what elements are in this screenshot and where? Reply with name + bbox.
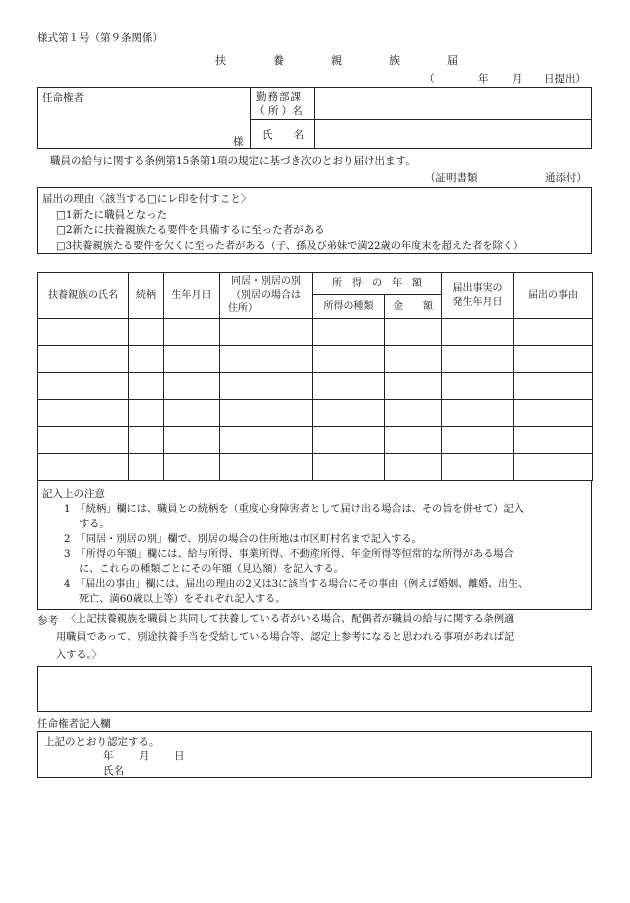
submission-date-open: （ (424, 73, 435, 85)
appointer-label: 任命権者 (42, 92, 84, 104)
page-title (215, 52, 505, 68)
form-number: 様式第１号（第９条関係） (37, 32, 163, 44)
table-cell[interactable] (129, 427, 164, 454)
table-cell[interactable] (442, 373, 514, 400)
title-char: 届 (447, 54, 458, 67)
table-cell[interactable] (313, 400, 385, 427)
table-cell[interactable] (385, 454, 442, 481)
table-cell[interactable] (220, 319, 313, 346)
table-cell[interactable] (38, 454, 129, 481)
reference-line: 用職員であって、別途扶養手当を受給している場合等、認定上参考になると思われる事項があれば記 (56, 632, 515, 643)
reference-field[interactable] (37, 666, 592, 712)
table-cell[interactable] (38, 427, 129, 454)
table-row (38, 427, 593, 454)
col-header-fact-date-line: 発生年月日 (452, 296, 503, 308)
table-cell[interactable] (220, 346, 313, 373)
col-header-income-amount: 金 額 (385, 295, 442, 319)
col-header-residence-line: 同居・別居の別 (231, 276, 301, 288)
declaration-text: 職員の給与に関する条例第15条第1項の規定に基づき次のとおり届け出ます。 (50, 155, 416, 167)
table-cell[interactable] (129, 319, 164, 346)
table-cell[interactable] (442, 319, 514, 346)
col-header-birth: 生年月日 (164, 273, 220, 319)
certificate-label: （証明書類 (425, 172, 478, 184)
table-cell[interactable] (442, 346, 514, 373)
certification-day[interactable]: 日 (174, 750, 185, 762)
table-cell[interactable] (38, 400, 129, 427)
dept-field[interactable] (316, 89, 590, 117)
table-row (38, 319, 593, 346)
table-cell[interactable] (514, 454, 593, 481)
note-line: 3 「所得の年額」欄には、給与所得、事業所得、不動産所得、年金所得等恒常的な所得がある場合 (64, 549, 514, 560)
reference-line: 入する。〉 (56, 650, 102, 661)
notes-heading: 記入上の注意 (42, 488, 105, 500)
certification-name[interactable]: 氏名 (103, 765, 124, 777)
table-cell[interactable] (313, 373, 385, 400)
table-cell[interactable] (313, 427, 385, 454)
note-line: に、これらの種類ごとにその年額（見込額）を記入する。 (79, 564, 344, 575)
title-char: 扶 (215, 54, 226, 67)
table-cell[interactable] (442, 427, 514, 454)
table-cell[interactable] (514, 346, 593, 373)
table-cell[interactable] (514, 400, 593, 427)
name-label: 氏 名 (262, 129, 304, 141)
certificate-suffix: 通添付） (545, 172, 587, 184)
submission-date-month[interactable]: 月 (512, 73, 523, 85)
reason-option-1[interactable]: □1新たに職員となった (56, 209, 168, 221)
col-header-residence-line: 住所） (228, 303, 258, 315)
table-cell[interactable] (164, 454, 220, 481)
table-cell[interactable] (164, 319, 220, 346)
table-cell[interactable] (385, 400, 442, 427)
note-line: 死亡、満60歳以上等）をそれぞれ記入する。 (79, 594, 286, 605)
table-cell[interactable] (164, 346, 220, 373)
table-cell[interactable] (38, 373, 129, 400)
reason-option-3[interactable]: □3扶養親族たる要件を欠くに至った者がある（子、孫及び弟妹で満22歳の年度末を超えた者を除く） (56, 241, 524, 252)
note-line: する。 (79, 519, 110, 530)
reason-heading: 届出の理由〈該当する□にレ印を付すこと〉 (42, 193, 252, 205)
table-cell[interactable] (514, 319, 593, 346)
reason-option-2[interactable]: □2新たに扶養親族たる要件を具備するに至った者がある (56, 224, 325, 236)
col-header-residence (220, 273, 313, 319)
table-cell[interactable] (514, 373, 593, 400)
table-row (38, 373, 593, 400)
col-header-fact-date-line: 届出事実の (452, 283, 503, 294)
dept-label-2: （ 所 ）名 (254, 105, 303, 117)
name-field[interactable] (316, 121, 590, 147)
col-header-reason: 届出の事由 (514, 273, 593, 319)
table-cell[interactable] (129, 400, 164, 427)
col-header-fact-date (442, 273, 514, 319)
certification-month[interactable]: 月 (139, 750, 150, 762)
submission-date-year[interactable]: 年 (478, 73, 489, 85)
table-cell[interactable] (129, 373, 164, 400)
table-row (38, 454, 593, 481)
table-cell[interactable] (385, 319, 442, 346)
table-cell[interactable] (514, 427, 593, 454)
certification-line: 上記のとおり認定する。 (44, 736, 160, 748)
table-cell[interactable] (442, 400, 514, 427)
table-cell[interactable] (164, 427, 220, 454)
table-cell[interactable] (385, 427, 442, 454)
note-line: 4 「届出の事由」欄には、届出の理由の2又は3に該当する場合にその事由（例えば婚姻、離婚、出生、 (64, 579, 529, 590)
table-row (38, 346, 593, 373)
table-cell[interactable] (220, 400, 313, 427)
table-cell[interactable] (220, 373, 313, 400)
table-cell[interactable] (38, 346, 129, 373)
col-header-relation: 続柄 (129, 273, 164, 319)
col-header-income: 所 得 の 年 額 (313, 273, 442, 295)
table-cell[interactable] (220, 454, 313, 481)
appointer-sama: 様 (233, 136, 244, 148)
note-line: 1 「続柄」欄には、職員との続柄を（重度心身障害者として届け出る場合は、その旨を併せて）記入 (64, 504, 524, 515)
submission-date-suffix[interactable]: 日提出） (544, 73, 586, 85)
certification-heading: 任命権者記入欄 (37, 718, 111, 730)
col-header-residence-line: （別居の場合は (231, 289, 301, 301)
certification-year[interactable]: 年 (103, 750, 114, 762)
table-cell[interactable] (129, 454, 164, 481)
table-cell[interactable] (385, 346, 442, 373)
reference-label: 参考 (37, 615, 58, 627)
dept-label: 勤務部課 (256, 91, 302, 103)
title-char: 族 (389, 54, 400, 67)
table-cell[interactable] (313, 319, 385, 346)
family-table (37, 272, 593, 481)
table-cell[interactable] (313, 454, 385, 481)
table-row (38, 400, 593, 427)
title-char: 養 (273, 54, 284, 67)
reference-line: 〈上記扶養親族を職員と共同して扶養している者がいる場合、配偶者が職員の給与に関する条例適 (66, 614, 515, 625)
table-cell[interactable] (129, 346, 164, 373)
table-cell[interactable] (313, 346, 385, 373)
table-cell[interactable] (164, 400, 220, 427)
table-cell[interactable] (38, 319, 129, 346)
table-cell[interactable] (164, 373, 220, 400)
title-char: 親 (331, 54, 342, 67)
col-header-name: 扶養親族の氏名 (38, 273, 129, 319)
table-cell[interactable] (442, 454, 514, 481)
table-cell[interactable] (220, 427, 313, 454)
col-header-income-type: 所得の種類 (313, 295, 385, 319)
note-line: 2 「同居・別居の別」欄で、別居の場合の住所地は市区町村名まで記入する。 (64, 534, 422, 545)
table-cell[interactable] (385, 373, 442, 400)
